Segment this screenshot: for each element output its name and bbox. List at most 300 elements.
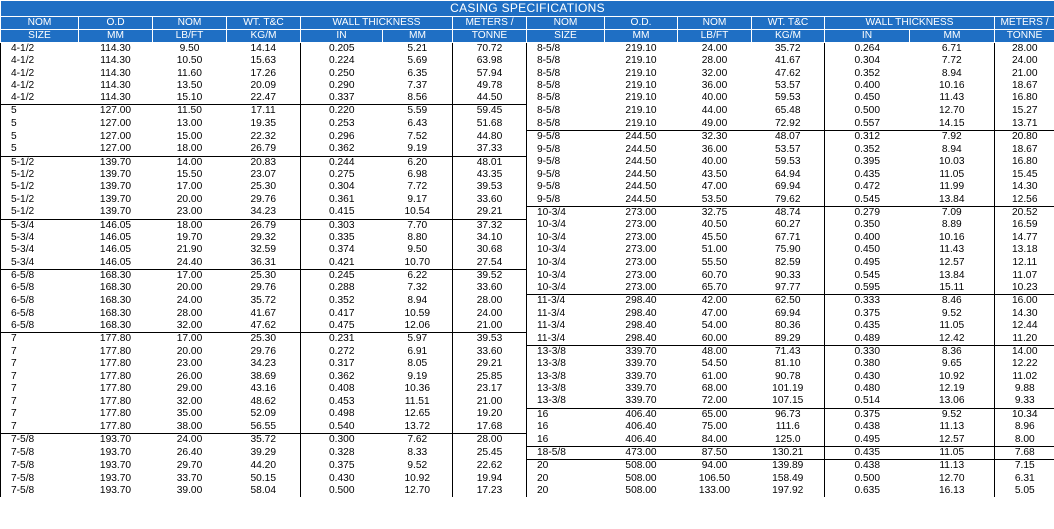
left-od-cell: 114.30 xyxy=(100,79,131,91)
left-lbft-cell: 10.50 xyxy=(176,55,203,67)
left-wall-in-cell: 0.417 xyxy=(329,307,355,319)
left-wt-cell: 25.30 xyxy=(227,333,301,346)
right-od-cell: 273.00 xyxy=(605,206,678,219)
right-lbft-cell: 60.70 xyxy=(701,269,728,281)
right-wall-mm-cell: 10.03 xyxy=(910,156,995,169)
hdr-od-r2: MM xyxy=(605,30,678,43)
right-meters-cell: 7.15 xyxy=(995,460,1054,473)
left-meters-cell: 63.98 xyxy=(453,55,527,67)
left-size-cell: 6-5/8 xyxy=(1,282,79,295)
left-wall-in-cell: 0.250 xyxy=(329,67,355,79)
right-lbft-cell: 75.00 xyxy=(701,421,728,433)
right-od-cell: 273.00 xyxy=(625,282,657,294)
right-meters-cell: 8.96 xyxy=(1014,421,1035,433)
right-wt-cell: 82.59 xyxy=(752,257,825,270)
left-lbft-cell: 24.00 xyxy=(153,434,227,447)
left-od-cell: 146.05 xyxy=(79,219,153,232)
left-size-cell: 6-5/8 xyxy=(1,269,79,282)
left-wall-in-cell: 0.375 xyxy=(329,460,355,472)
hdr-wt-l2: KG/M xyxy=(227,30,301,43)
left-meters-cell: 25.45 xyxy=(453,447,527,460)
right-od-cell: 298.40 xyxy=(625,307,657,319)
table-row xyxy=(1,43,1054,56)
left-wall-in-cell: 0.421 xyxy=(329,256,355,268)
left-wall-mm-cell: 5.59 xyxy=(383,105,453,118)
left-lbft-cell: 18.00 xyxy=(153,219,227,232)
right-meters-cell: 7.68 xyxy=(995,447,1054,460)
left-size-cell: 7-5/8 xyxy=(1,434,79,447)
right-size-cell: 13-3/8 xyxy=(527,346,605,359)
right-wall-in-cell: 0.450 xyxy=(854,244,880,256)
right-wall-mm-cell: 16.13 xyxy=(910,485,995,497)
right-meters-cell: 15.27 xyxy=(1012,105,1038,117)
left-meters-cell: 17.23 xyxy=(453,485,527,497)
left-od-cell: 168.30 xyxy=(99,307,132,319)
left-meters-cell: 44.80 xyxy=(453,131,527,144)
right-wall-mm-cell: 8.46 xyxy=(910,295,995,308)
left-meters-cell: 43.35 xyxy=(453,169,527,181)
table-row xyxy=(1,232,1054,244)
left-wall-mm-cell: 10.59 xyxy=(383,308,453,320)
left-size-cell: 4-1/2 xyxy=(1,92,79,105)
left-size-cell: 6-5/8 xyxy=(1,308,79,320)
left-size-cell: 5-1/2 xyxy=(1,156,79,169)
left-wall-mm-cell: 6.22 xyxy=(383,269,453,282)
right-lbft-cell: 36.00 xyxy=(701,79,728,91)
right-wall-mm-cell: 14.15 xyxy=(910,118,995,131)
left-od-cell: 139.70 xyxy=(79,156,153,169)
left-od-cell: 127.00 xyxy=(99,130,132,142)
left-lbft-cell: 28.00 xyxy=(176,307,203,319)
left-wall-mm-cell: 9.19 xyxy=(383,143,453,156)
left-meters-cell: 37.32 xyxy=(453,219,527,232)
left-size-cell: 5-1/2 xyxy=(1,206,79,219)
right-wall-in-cell: 0.400 xyxy=(854,231,880,243)
left-lbft-cell: 20.00 xyxy=(176,282,203,294)
right-lbft-cell: 84.00 xyxy=(701,433,728,445)
right-od-cell: 219.10 xyxy=(625,117,657,129)
left-od-cell: 193.70 xyxy=(99,447,132,458)
right-size-cell: 20 xyxy=(527,460,605,473)
right-od-cell: 219.10 xyxy=(625,67,657,79)
right-od-cell: 406.40 xyxy=(625,433,657,445)
right-wall-mm-cell: 8.89 xyxy=(910,219,995,232)
left-wt-cell: 34.23 xyxy=(227,358,301,370)
table-row xyxy=(1,371,1054,383)
right-meters-cell: 16.00 xyxy=(995,295,1054,308)
left-wall-in-cell: 0.328 xyxy=(329,447,355,458)
left-size-cell: 7-5/8 xyxy=(1,460,79,473)
left-lbft-cell: 32.00 xyxy=(176,395,203,407)
left-size-cell: 5-3/4 xyxy=(1,232,79,244)
right-wall-in-cell: 0.438 xyxy=(825,460,910,473)
left-wt-cell: 20.09 xyxy=(227,80,301,92)
left-wt-cell: 58.04 xyxy=(227,485,301,497)
right-wt-cell: 59.53 xyxy=(752,156,825,169)
left-wt-cell: 34.23 xyxy=(227,206,301,219)
table-row xyxy=(1,143,1054,156)
right-lbft-cell: 40.00 xyxy=(701,156,728,168)
right-od-cell: 273.00 xyxy=(625,269,657,281)
left-meters-cell: 39.53 xyxy=(453,333,527,346)
left-od-cell: 177.80 xyxy=(99,408,132,420)
right-wall-in-cell: 0.375 xyxy=(854,307,880,319)
left-wall-mm-cell: 7.37 xyxy=(383,80,453,92)
right-size-cell: 8-5/8 xyxy=(537,117,561,129)
left-wall-mm-cell: 10.54 xyxy=(383,206,453,219)
right-size-cell: 9-5/8 xyxy=(537,193,561,205)
right-size-cell: 11-3/4 xyxy=(537,307,566,319)
right-lbft-cell: 47.00 xyxy=(701,181,728,193)
left-lbft-cell: 11.60 xyxy=(177,67,202,79)
left-lbft-cell: 17.00 xyxy=(176,181,203,193)
left-meters-cell: 51.68 xyxy=(453,118,527,131)
left-wall-mm-cell: 12.06 xyxy=(383,320,453,333)
left-wall-in-cell: 0.296 xyxy=(329,130,355,142)
table-row xyxy=(1,447,1054,460)
left-meters-cell: 23.17 xyxy=(453,383,527,395)
left-lbft-cell: 38.00 xyxy=(176,420,203,432)
left-size-cell: 5-3/4 xyxy=(1,219,79,232)
left-od-cell: 177.80 xyxy=(99,420,132,432)
table-row xyxy=(1,460,1054,473)
left-wt-cell: 47.62 xyxy=(227,320,301,333)
table-row xyxy=(1,333,1054,346)
left-wt-cell: 29.76 xyxy=(227,282,301,295)
left-wt-cell: 43.16 xyxy=(227,383,301,395)
right-meters-cell: 15.45 xyxy=(1012,168,1038,180)
right-wall-in-cell: 0.500 xyxy=(854,472,880,484)
right-od-cell: 273.00 xyxy=(625,244,657,256)
left-od-cell: 193.70 xyxy=(99,472,132,484)
right-wall-in-cell: 0.435 xyxy=(854,320,880,332)
right-wall-mm-cell: 15.11 xyxy=(910,282,995,295)
right-size-cell: 8-5/8 xyxy=(537,105,561,117)
hdr-wt-r1: WT. T&C xyxy=(752,17,825,30)
left-wt-cell: 26.79 xyxy=(227,143,301,156)
table-row xyxy=(1,118,1054,131)
left-wall-in-cell: 0.205 xyxy=(329,43,355,54)
left-wt-cell: 56.55 xyxy=(227,421,301,434)
right-wall-mm-cell: 13.06 xyxy=(910,395,995,408)
right-wall-in-cell: 0.330 xyxy=(825,346,910,359)
right-wall-in-cell: 0.472 xyxy=(854,181,880,193)
left-wall-mm-cell: 10.36 xyxy=(383,383,453,395)
left-wall-in-cell: 0.415 xyxy=(329,206,355,218)
left-wall-in-cell: 0.231 xyxy=(301,333,383,346)
right-od-cell: 298.40 xyxy=(625,332,657,344)
left-wall-in-cell: 0.498 xyxy=(329,408,355,420)
right-wall-mm-cell: 11.13 xyxy=(910,421,995,434)
right-wt-cell: 80.36 xyxy=(752,320,825,333)
right-meters-cell: 12.22 xyxy=(1012,358,1038,370)
left-od-cell: 127.00 xyxy=(99,143,132,155)
left-size-cell: 4-1/2 xyxy=(1,55,79,67)
left-wall-in-cell: 0.317 xyxy=(329,358,355,370)
right-wt-cell: 67.71 xyxy=(752,232,825,244)
left-wall-mm-cell: 8.33 xyxy=(383,447,453,460)
left-wall-mm-cell: 9.50 xyxy=(383,244,453,256)
left-meters-cell: 49.78 xyxy=(453,80,527,92)
left-size-cell: 4-1/2 xyxy=(1,68,79,80)
left-wt-cell: 17.26 xyxy=(227,68,301,80)
hdr-od-r1: O.D. xyxy=(605,17,678,30)
left-wall-mm-cell: 6.91 xyxy=(383,346,453,359)
left-od-cell: 168.30 xyxy=(99,320,132,332)
table-row xyxy=(1,80,1054,92)
right-wall-mm-cell: 11.43 xyxy=(910,92,995,105)
left-lbft-cell: 39.00 xyxy=(176,484,203,496)
left-wall-mm-cell: 8.94 xyxy=(383,295,453,308)
right-size-cell: 9-5/8 xyxy=(537,156,561,168)
left-wall-mm-cell: 5.97 xyxy=(383,333,453,346)
left-od-cell: 139.70 xyxy=(99,168,132,180)
right-size-cell: 8-5/8 xyxy=(537,79,561,91)
hdr-nom-size-r1: NOM xyxy=(527,17,605,30)
left-wall-mm-cell: 7.70 xyxy=(383,219,453,232)
left-meters-cell: 29.21 xyxy=(453,358,527,370)
left-size-cell: 5-3/4 xyxy=(1,244,79,256)
left-lbft-cell: 19.70 xyxy=(176,231,203,243)
left-wt-cell: 52.09 xyxy=(227,408,301,421)
right-lbft-cell: 54.00 xyxy=(701,320,728,332)
left-wt-cell: 29.76 xyxy=(227,194,301,207)
right-wall-in-cell: 0.400 xyxy=(854,79,880,91)
right-meters-cell: 11.07 xyxy=(1012,269,1038,281)
table-row xyxy=(1,295,1054,308)
left-wall-in-cell: 0.374 xyxy=(329,244,355,256)
left-od-cell: 139.70 xyxy=(99,181,132,193)
left-od-cell: 168.30 xyxy=(79,269,153,282)
right-meters-cell: 14.30 xyxy=(1012,307,1038,319)
right-meters-cell: 8.00 xyxy=(1014,433,1035,445)
left-wall-in-cell: 0.430 xyxy=(329,472,355,484)
right-meters-cell: 16.80 xyxy=(1012,92,1038,104)
table-row xyxy=(1,92,1054,105)
hdr-wt-r2: KG/M xyxy=(752,30,825,43)
left-wall-in-cell: 0.244 xyxy=(301,156,383,169)
right-wt-cell: 62.50 xyxy=(752,295,825,308)
right-size-cell: 13-3/8 xyxy=(537,395,566,407)
hdr-nom-lbft-r1: NOM xyxy=(678,17,752,30)
left-wall-mm-cell: 6.35 xyxy=(383,68,453,80)
left-od-cell: 193.70 xyxy=(79,434,153,447)
right-lbft-cell: 61.00 xyxy=(701,370,728,382)
left-wall-in-cell: 0.303 xyxy=(301,219,383,232)
left-meters-cell: 19.20 xyxy=(453,408,527,421)
table-row xyxy=(1,219,1054,232)
left-size-cell: 5-1/2 xyxy=(1,181,79,193)
right-meters-cell: 10.23 xyxy=(1012,282,1038,294)
left-wt-cell: 23.07 xyxy=(227,169,301,181)
right-od-cell: 508.00 xyxy=(605,460,678,473)
hdr-od-l2: MM xyxy=(79,30,153,43)
right-od-cell: 406.40 xyxy=(605,408,678,421)
right-size-cell: 16 xyxy=(537,421,549,433)
right-meters-cell: 24.00 xyxy=(1012,55,1038,67)
hdr-nom-size-l2: SIZE xyxy=(1,30,79,43)
left-lbft-cell: 26.40 xyxy=(176,447,203,458)
left-wall-in-cell: 0.362 xyxy=(329,143,355,155)
left-size-cell: 6-5/8 xyxy=(1,320,79,333)
right-wall-mm-cell: 13.84 xyxy=(910,269,995,282)
right-meters-cell: 11.20 xyxy=(1012,332,1038,344)
left-size-cell: 5 xyxy=(1,131,79,144)
left-wall-in-cell: 0.220 xyxy=(301,105,383,118)
left-wall-mm-cell: 9.17 xyxy=(383,194,453,207)
left-meters-cell: 24.00 xyxy=(453,308,527,320)
right-wall-mm-cell: 10.92 xyxy=(910,371,995,383)
right-wt-cell: 59.53 xyxy=(752,92,825,105)
right-wall-in-cell: 0.489 xyxy=(854,332,880,344)
hdr-wall-thickness-r: WALL THICKNESS xyxy=(825,17,995,30)
table-row xyxy=(1,131,1054,144)
right-size-cell: 8-5/8 xyxy=(537,92,561,104)
hdr-wall-thickness-l: WALL THICKNESS xyxy=(301,17,453,30)
right-od-cell: 339.70 xyxy=(625,370,657,382)
table-row xyxy=(1,244,1054,256)
right-od-cell: 508.00 xyxy=(625,472,657,484)
left-wt-cell: 50.15 xyxy=(227,473,301,485)
right-wall-mm-cell: 12.70 xyxy=(910,105,995,118)
right-meters-cell: 16.59 xyxy=(1012,219,1038,231)
right-meters-cell: 12.44 xyxy=(1012,320,1038,332)
right-wall-in-cell: 0.500 xyxy=(854,105,880,117)
right-size-cell: 13-3/8 xyxy=(537,370,566,382)
left-size-cell: 7 xyxy=(1,346,79,359)
right-size-cell: 13-3/8 xyxy=(537,383,566,395)
left-wt-cell: 48.62 xyxy=(227,395,301,408)
right-wall-mm-cell: 12.57 xyxy=(910,434,995,447)
left-wt-cell: 44.20 xyxy=(227,460,301,473)
right-od-cell: 406.40 xyxy=(625,421,657,433)
table-row xyxy=(1,156,1054,169)
left-meters-cell: 17.68 xyxy=(453,421,527,434)
right-od-cell: 244.50 xyxy=(625,193,657,205)
left-wt-cell: 32.59 xyxy=(227,244,301,256)
left-od-cell: 146.05 xyxy=(99,231,132,243)
hdr-nom-lbft-l2: LB/FT xyxy=(153,30,227,43)
left-meters-cell: 39.52 xyxy=(453,269,527,282)
left-meters-cell: 29.21 xyxy=(453,206,527,219)
right-wt-cell: 89.29 xyxy=(752,333,825,346)
right-wall-mm-cell: 9.52 xyxy=(910,308,995,320)
left-wt-cell: 25.30 xyxy=(227,181,301,193)
left-wall-mm-cell: 5.21 xyxy=(383,43,453,56)
table-row xyxy=(1,346,1054,359)
right-wall-mm-cell: 8.36 xyxy=(910,346,995,359)
table-row xyxy=(1,395,1054,408)
right-meters-cell: 20.80 xyxy=(995,131,1054,144)
right-meters-cell: 13.71 xyxy=(1012,117,1038,129)
right-size-cell: 10-3/4 xyxy=(537,282,566,294)
right-wall-in-cell: 0.635 xyxy=(854,484,880,496)
left-wt-cell: 22.47 xyxy=(227,92,301,105)
left-wall-mm-cell: 13.72 xyxy=(383,421,453,434)
right-od-cell: 219.10 xyxy=(625,92,657,104)
left-size-cell: 4-1/2 xyxy=(1,43,79,56)
right-wall-mm-cell: 6.71 xyxy=(910,43,995,56)
right-lbft-cell: 54.50 xyxy=(701,358,728,370)
right-wt-cell: 111.6 xyxy=(752,421,825,434)
right-wall-in-cell: 0.435 xyxy=(825,447,910,460)
right-wt-cell: 97.77 xyxy=(752,282,825,295)
right-wall-mm-cell: 11.05 xyxy=(910,320,995,333)
right-wt-cell: 48.74 xyxy=(752,206,825,219)
left-size-cell: 5-1/2 xyxy=(1,169,79,181)
left-meters-cell: 33.60 xyxy=(453,346,527,359)
left-size-cell: 7 xyxy=(1,408,79,421)
left-lbft-cell: 15.50 xyxy=(176,168,203,180)
right-wall-mm-cell: 10.16 xyxy=(910,232,995,244)
left-size-cell: 6-5/8 xyxy=(1,295,79,308)
right-size-cell: 10-3/4 xyxy=(537,219,566,231)
right-lbft-cell: 36.00 xyxy=(701,143,728,155)
left-wt-cell: 41.67 xyxy=(227,308,301,320)
left-lbft-cell: 15.10 xyxy=(176,92,203,104)
right-od-cell: 339.70 xyxy=(625,395,657,407)
left-meters-cell: 44.50 xyxy=(453,92,527,105)
right-wt-cell: 60.27 xyxy=(752,219,825,232)
left-lbft-cell: 20.00 xyxy=(176,193,203,205)
right-wt-cell: 90.78 xyxy=(752,371,825,383)
left-od-cell: 139.70 xyxy=(99,193,132,205)
left-lbft-cell: 9.50 xyxy=(179,43,200,54)
left-od-cell: 177.80 xyxy=(99,383,132,395)
table-row xyxy=(1,105,1054,118)
right-wall-mm-cell: 11.43 xyxy=(910,244,995,256)
right-meters-cell: 5.05 xyxy=(1014,484,1035,496)
right-lbft-cell: 106.50 xyxy=(698,472,731,484)
right-meters-cell: 21.00 xyxy=(1012,67,1038,79)
left-wall-in-cell: 0.224 xyxy=(329,55,355,67)
right-wall-mm-cell: 11.99 xyxy=(910,181,995,193)
right-wt-cell: 41.67 xyxy=(752,55,825,67)
right-od-cell: 244.50 xyxy=(625,143,657,155)
left-wall-in-cell: 0.500 xyxy=(329,484,355,496)
hdr-meters-r1: METERS / xyxy=(995,17,1054,30)
right-wt-cell: 197.92 xyxy=(752,485,825,497)
left-meters-cell: 28.00 xyxy=(453,434,527,447)
right-wall-in-cell: 0.430 xyxy=(854,370,880,382)
left-od-cell: 193.70 xyxy=(99,460,132,472)
right-lbft-cell: 47.00 xyxy=(701,307,728,319)
right-wall-in-cell: 0.480 xyxy=(854,383,880,395)
left-meters-cell: 27.54 xyxy=(453,257,527,270)
right-wall-in-cell: 0.438 xyxy=(854,421,880,433)
left-size-cell: 7 xyxy=(1,333,79,346)
table-row xyxy=(1,308,1054,320)
left-od-cell: 168.30 xyxy=(99,295,132,307)
right-wall-in-cell: 0.352 xyxy=(854,67,880,79)
right-wt-cell: 139.89 xyxy=(752,460,825,473)
left-od-cell: 177.80 xyxy=(79,333,153,346)
right-size-cell: 13-3/8 xyxy=(537,358,566,370)
left-size-cell: 7 xyxy=(1,383,79,395)
left-size-cell: 5 xyxy=(1,105,79,118)
left-wall-mm-cell: 10.92 xyxy=(383,473,453,485)
left-lbft-cell: 17.00 xyxy=(153,269,227,282)
left-meters-cell: 22.62 xyxy=(453,460,527,473)
right-wall-mm-cell: 12.70 xyxy=(910,473,995,485)
left-size-cell: 7-5/8 xyxy=(1,447,79,460)
left-wall-mm-cell: 9.52 xyxy=(383,460,453,473)
right-lbft-cell: 44.00 xyxy=(701,105,728,117)
hdr-wall-in-r: IN xyxy=(825,30,910,43)
right-wt-cell: 72.92 xyxy=(752,118,825,131)
hdr-wall-in-l: IN xyxy=(301,30,383,43)
left-od-cell: 127.00 xyxy=(99,118,132,130)
